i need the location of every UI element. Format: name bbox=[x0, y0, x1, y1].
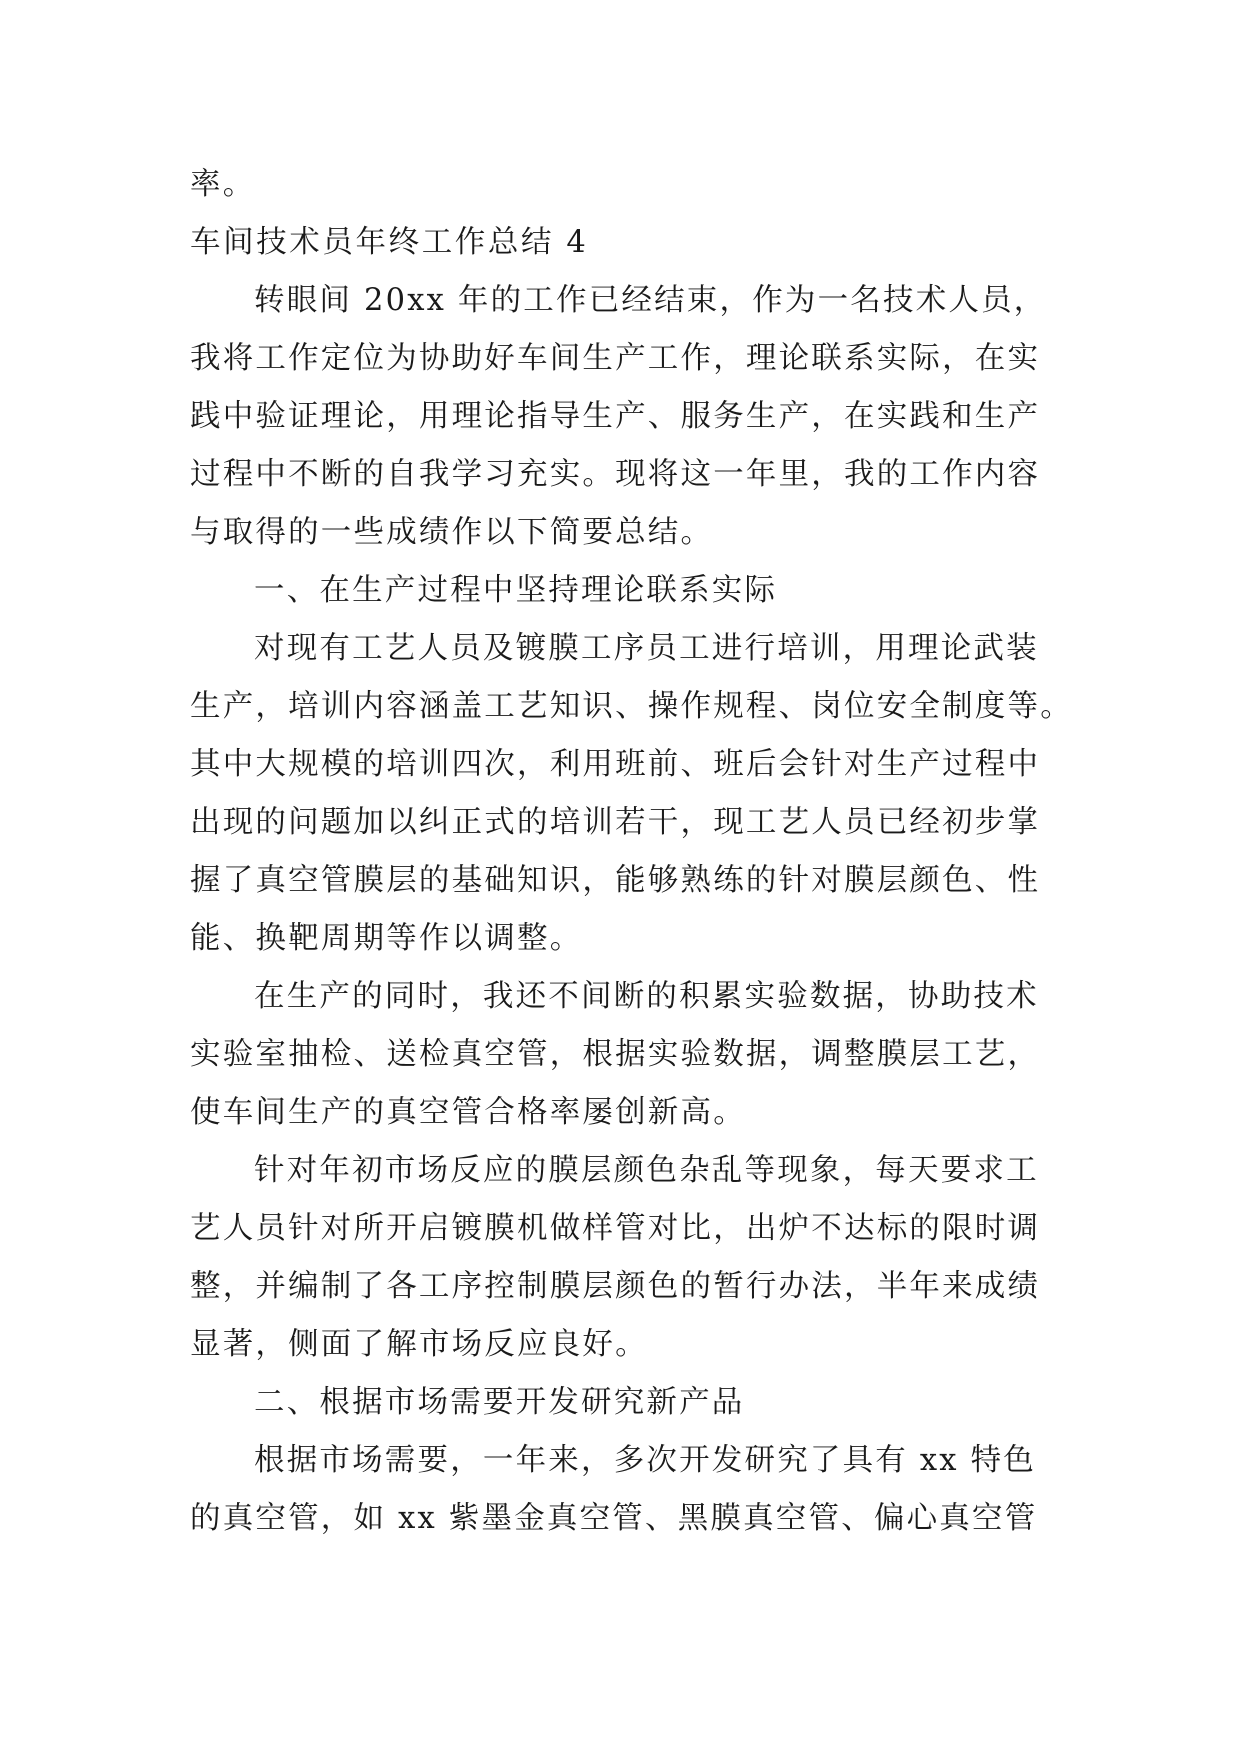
section-title: 车间技术员年终工作总结 4 bbox=[190, 225, 589, 260]
paragraph-line: 转眼间 20xx 年的工作已经结束，作为一名技术人员， bbox=[254, 283, 1047, 318]
paragraph-line: 能、换靶周期等作以调整。 bbox=[190, 921, 583, 956]
continuation-line: 率。 bbox=[190, 167, 256, 202]
paragraph-new-products bbox=[190, 1432, 1070, 1548]
document-body bbox=[190, 156, 1073, 1548]
paragraph-line: 出现的问题加以纠正式的培训若干，现工艺人员已经初步掌 bbox=[190, 805, 1041, 840]
paragraph-line: 实验室抽检、送检真空管，根据实验数据，调整膜层工艺， bbox=[190, 1037, 1041, 1072]
paragraph-line: 整，并编制了各工序控制膜层颜色的暂行办法，半年来成绩 bbox=[190, 1269, 1041, 1304]
paragraph-line: 践中验证理论，用理论指导生产、服务生产，在实践和生产 bbox=[190, 399, 1041, 434]
paragraph-line: 过程中不断的自我学习充实。现将这一年里，我的工作内容 bbox=[190, 457, 1041, 492]
paragraph-line: 其中大规模的培训四次，利用班前、班后会针对生产过程中 bbox=[190, 747, 1041, 782]
paragraph-line: 的真空管，如 xx 紫墨金真空管、黑膜真空管、偏心真空管 bbox=[190, 1501, 1038, 1536]
paragraph-intro bbox=[190, 272, 1070, 562]
subheading-line: 一、在生产过程中坚持理论联系实际 bbox=[254, 573, 778, 608]
paragraph-line: 对现有工艺人员及镀膜工序员工进行培训，用理论武装 bbox=[254, 631, 1039, 666]
paragraph-market-feedback bbox=[190, 1142, 1070, 1374]
paragraph-line: 握了真空管膜层的基础知识，能够熟练的针对膜层颜色、性 bbox=[190, 863, 1041, 898]
paragraph-line: 我将工作定位为协助好车间生产工作，理论联系实际，在实 bbox=[190, 341, 1041, 376]
paragraph-training bbox=[190, 620, 1073, 968]
subheading-line: 二、根据市场需要开发研究新产品 bbox=[254, 1385, 745, 1420]
paragraph-line: 使车间生产的真空管合格率屡创新高。 bbox=[190, 1095, 746, 1130]
paragraph-line: 与取得的一些成绩作以下简要总结。 bbox=[190, 515, 714, 550]
paragraph-line: 显著，侧面了解市场反应良好。 bbox=[190, 1327, 648, 1362]
subheading-two bbox=[190, 1374, 1070, 1432]
paragraph-line: 在生产的同时，我还不间断的积累实验数据，协助技术 bbox=[254, 979, 1039, 1014]
paragraph-line: 艺人员针对所开启镀膜机做样管对比，出炉不达标的限时调 bbox=[190, 1211, 1041, 1246]
paragraph-line: 生产，培训内容涵盖工艺知识、操作规程、岗位安全制度等。 bbox=[190, 689, 1073, 724]
paragraph-experiments bbox=[190, 968, 1070, 1142]
paragraph-line: 根据市场需要，一年来，多次开发研究了具有 xx 特色 bbox=[254, 1443, 1036, 1478]
subheading-one bbox=[190, 562, 1070, 620]
paragraph-line: 针对年初市场反应的膜层颜色杂乱等现象，每天要求工 bbox=[254, 1153, 1039, 1188]
